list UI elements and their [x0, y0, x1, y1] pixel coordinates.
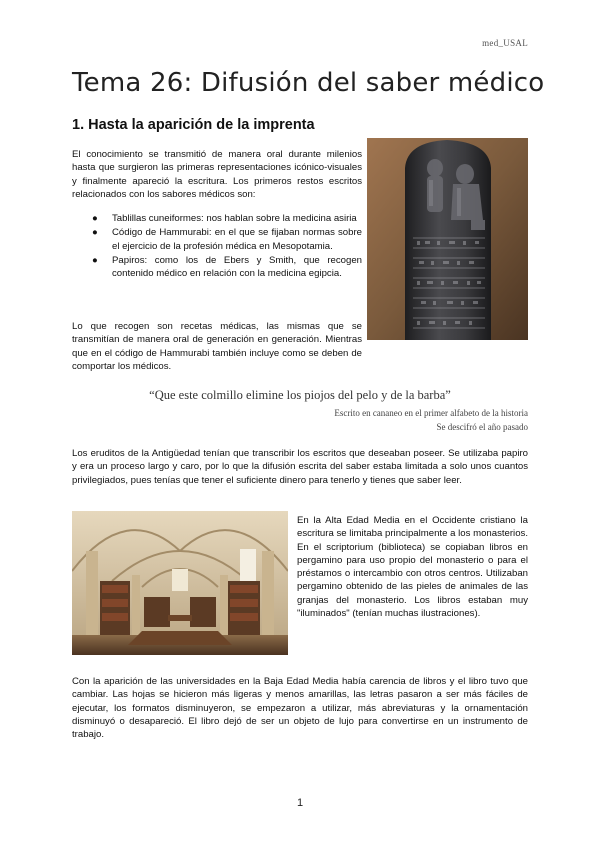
header-tag: med_USAL [482, 38, 528, 48]
universities-paragraph: Con la aparición de las universidades en la Baja Edad Media había carencia de libros y el libro tuvo que cambiar. Las hojas se hicieron más ligeras y menos amarillas, las letras pasaron a ser más fáciles de ejecutar, los formatos disminuyeron, se empezaron a utilizar, más abreviaturas y la ornamentación disminuyó o desapareció. El libro dejó de ser un objeto de lujo para convertirse en un instrumento de trabajo. [72, 676, 528, 741]
bullet-item [92, 212, 362, 225]
bullet-item [92, 254, 362, 281]
intro-paragraph: El conocimiento se transmitió de manera oral durante milenios hasta que surgieron las primeras representaciones icónico-visuales y finalmente apareció la escritura. Los primeros restos escritos relacionados con los sabores médicos son: [72, 149, 362, 200]
section-heading: 1. Hasta la aparición de la imprenta [72, 117, 315, 133]
bullet-text: Tablillas cuneiformes: nos hablan sobre la medicina asiria [112, 213, 357, 224]
bullet-text: Papiros: como los de Ebers y Smith, que recogen contenido médico en relación con la medicina egipcia. [112, 254, 362, 280]
quote-text: “Que este colmillo elimine los piojos del pelo y de la barba” [149, 388, 451, 402]
recipes-paragraph: Lo que recogen son recetas médicas, las mismas que se transmitían de manera oral de generación en generación. Mientras que en el código de Hammurabi también incluye como se deben de comportar los médicos. [72, 321, 362, 372]
bullet-list [92, 212, 362, 281]
quote-note: Se descifró el año pasado [436, 422, 528, 432]
bullet-icon: ● [92, 227, 98, 239]
quote-source: Escrito en cananeo en el primer alfabeto de la historia [334, 408, 528, 418]
page-title: Tema 26: Difusión del saber médico [72, 68, 545, 98]
bullet-icon: ● [92, 254, 98, 266]
middle-ages-paragraph: En la Alta Edad Media en el Occidente cristiano la escritura se limitaba principalmente a los monasterios. En el scriptorium (biblioteca) se copiaban libros en pergamino para uso propio del monasterio o para el préstamos o intercambio con otros centros. Utilizaban pergamino obtenido de las pieles de animales de las granjas del monasterio. Los libros estaban muy "iluminados" (tenían muchas ilustraciones). [297, 515, 528, 620]
antiquity-paragraph: Los eruditos de la Antigüedad tenían que transcribir los escritos que deseaban poseer. Se utilizaba papiro y era un proceso largo y caro, por lo que la difusión escrita del saber estaba limitada a solo unos cuantos privilegiados, pues tenías que tener el suficiente dinero para tenerlo y tienes que saber leer. [72, 448, 528, 486]
bullet-text: Código de Hammurabi: en el que se fijaban normas sobre el ejercicio de la profesión médica en Mesopotamia. [112, 227, 362, 252]
bullet-item [92, 226, 362, 253]
page-number: 1 [296, 797, 304, 809]
hammurabi-stele-image [367, 138, 528, 340]
bullet-icon: ● [92, 213, 98, 224]
hammurabi-stele-photo [367, 138, 528, 340]
monastery-library-photo [72, 511, 288, 655]
monastery-library-image [72, 511, 288, 655]
